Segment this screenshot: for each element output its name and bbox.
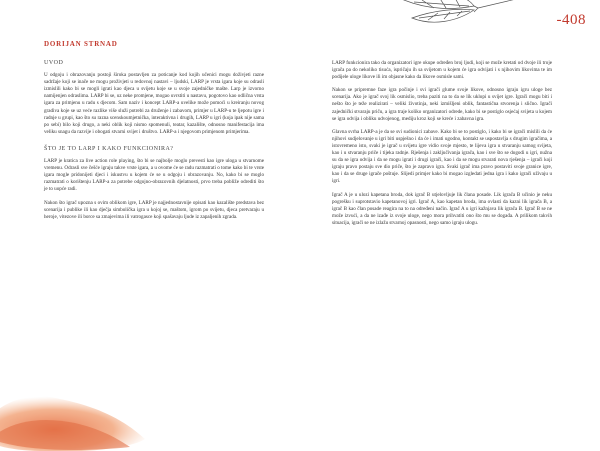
intro-paragraph: U odgoju i obrazovanju postoji široka postavljen za poticanje kod kojih učenici mogu doživjeti razne sadržaje koji se inače ne mogu proživjeti u redovnoj nastavi – ljudski, LARP je vrsta igara koje su odrasli izmislili kako bi se mogli igrati kao djeca u svijetu koje se u svoje zajedničke mašte. Larp je izvorno namijenjen odraslima. LARP bi se, uz neke promjene, mogao uvrstiti u nastavu, pogotovo kao odlična vrsta igara za primjenu u radu s djecom. Sam naziv i koncept LARP-a uvelike može pomoći u kreiranju novog gradiva koje se uz veće razlike više služi potrebi za druženje i zabavom, primjer u LARP-u te ljepotu igre i radnje u grupi, kao što su razna scenskoumjetnička, interaktivna i drugih, LARP u igri (koja ipak nije sama po sebi) bilo koji drugo, a neki oblik koji nismo spomenuli, teatar, kazalište, odnosno manifestacija ima veliku snagu da razvije i obogati stvarni svijet i društvo. LARP-a i njegovom primjenom primjerima. [44, 72, 264, 135]
left-column [44, 60, 264, 227]
author-name: DORIJAN STRNAD [44, 40, 118, 48]
right-paragraph-2: Nakon se pripremne faze igra počinje i svi igrači glume svoje likove, odnosno igraju igru uloge bez scenarija. Ako je igrač svoj lik osmislio, treba paziti na to da se lik uklopi u svijet igre. Igrači mogu biti i nešto što je teže realizirati – veliki životinja, neki izmišljeni oblik, fantastična stvorenja i slično. Igrači zajednički stvaraju priču, a igra traje koliko organizatori odrede, kako bi se postiglo osjećaj svijeta u kojem se igra odvija i obliku udvojenog, mediju kroz koji se kreće i zabavna igra. [332, 87, 552, 122]
right-paragraph-3: Glavna svrha LARP-a je da se svi sudionici zabave. Kako bi se to postiglo, i kako bi se igrači mislili da će njihovi sudjelovanje u igri biti uspješno i da će i imati ugodno, kontakt se uspostavlja s drugim igračima, a istovremeno isto, svaki je igrač u svijetu igre vidio svoje mjesto, te lijeva igra u stvaranju samog svijeta, kao i u stvaranju priče i tijeka radnje. Rješenja i zaključivanja igrača, kao i sve što se dogodi u igri, nužna su da se igra odvija i da se mogu igrati i drugi igrači, kao i da se mogu stvarati nova rješenja – igrači koji igraju pravo postaju sve dio priče, što je zapravo igra. Svaki igrač ima pravo postaviti svoje granice igre, kao i da se druge igrače poštuje. Slijedi primjer kako bi mogao izgledati jedna igra i kako igrači uživaju u igri. [332, 128, 552, 185]
section-heading: ŠTO JE TO LARP I KAKO FUNKCIONIRA? [44, 145, 174, 152]
right-paragraph-1: LARP funkcionira tako da organizatori igre okupe određen broj ljudi, koji se može kretati od dvoje ili troje igrača pa do nekoliko tisuća, ispričaju ih sa svijetom u kojem će igra odvijati i s njihovim likovima te im podijele uloge likove ili im objasne kako da likove osmisle sami. [332, 60, 552, 81]
page-number: -408 [556, 12, 586, 28]
intro-heading: UVOD [44, 60, 64, 66]
right-paragraph-4: Igrač A je u ulozi kapetana broda, dok igrač B utjelovljuje lik člana posade. Lik igrača B učinio je neku pogrešku i suprotstavio kapetanovoj igri. Igrač A, kao kapetan broda, ima ovlasti da kazni lik igrača B, a igrač B kao član posade reagira na to na određeni način. Igrač A u igri kažnjava lik igrača B. Igrač B se ne može izvući, a da ne izađe iz svoje uloge, nego mora prihvatiti ono što mu se događa. A prilikom takvih situacija, igrači se ne izlažu stvarnoj opasnosti, nego samo igraju ulogu. [332, 191, 552, 226]
watercolor-splash [0, 361, 150, 451]
section-paragraph-2: Nakon što igrač upozna s ovim oblikom igre, LARP je najjednostavnije opisati kao kazalište predstava bez scenarija i publike ili kao dječja simbolička igra u kojoj se, maštom, igrom po svijetu, djeca pretvaraju u heroje, vitezove ili borce sa zmajevima ili vatrogasce koji spašavaju ljude iz zapaljenih zgrada. [44, 199, 264, 220]
dragonfly-illustration [394, 0, 534, 48]
section-paragraph-1: LARP je kratica za live action role playing, što bi se najbolje moglo prevesti kao igre uloga u stvarnome vremenu. Odrasli sve češće igraju takve vrste igara, a u ovome će se radu razmatrati o tome kako bi te vrste igara mogle pridonijeti djeci i iskustvu u kojem će se u odgoju i obrazovanju. No, kako bi se moglo razmatrati o korištenju LARP-a za potrebe odgojno-obrazovnih djelatnosti, prvo treba pobliže odrediti što je to uopće radi. [44, 158, 264, 193]
right-column [332, 60, 552, 233]
